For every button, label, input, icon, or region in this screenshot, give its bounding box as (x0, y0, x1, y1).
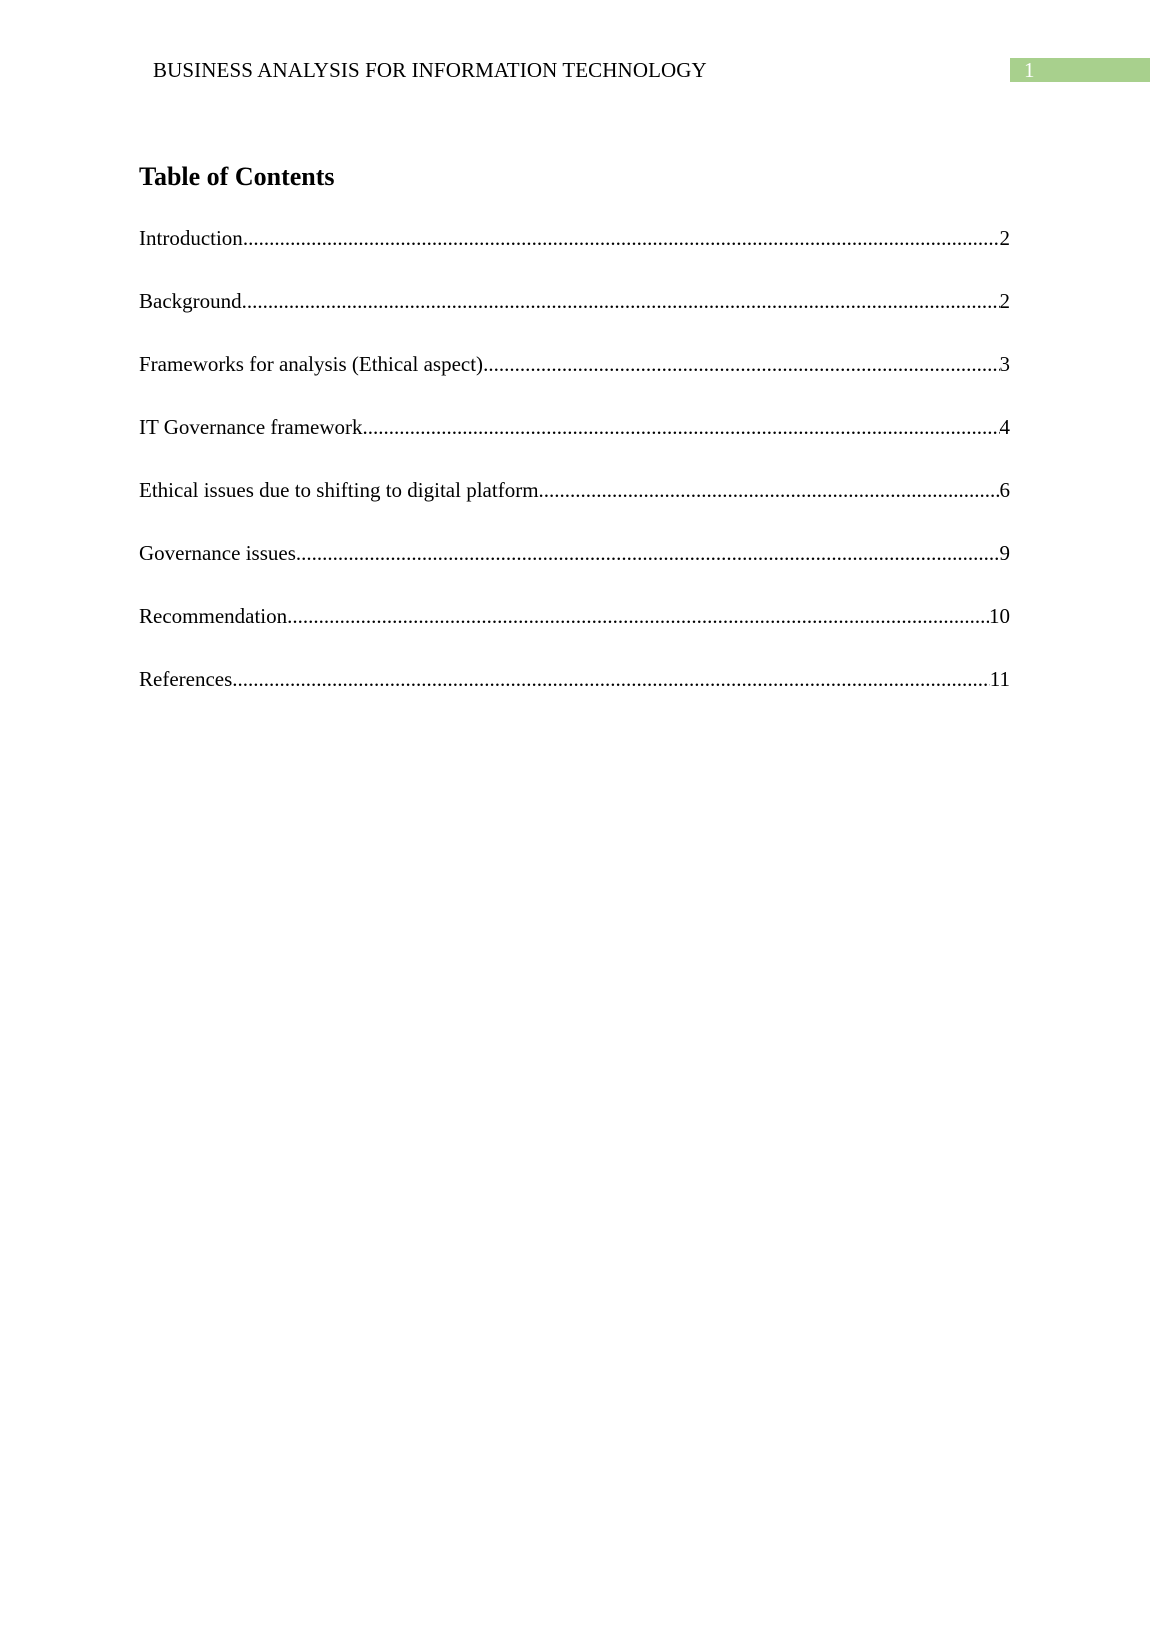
toc-entry-introduction[interactable] (139, 224, 1010, 252)
toc-dot-leader (287, 602, 989, 630)
toc-entry-label: Recommendation (139, 604, 288, 628)
toc-entry-label: Frameworks for analysis (Ethical aspect) (139, 352, 484, 376)
toc-entry-it-governance[interactable] (139, 413, 1010, 441)
page-header (0, 56, 1158, 84)
toc-entry-page: 2 (999, 226, 1010, 250)
toc-entry-references[interactable] (139, 665, 1010, 693)
toc-entry-label: References (139, 667, 233, 691)
toc-entry-label: Governance issues (139, 541, 296, 565)
toc-entry-page: 11 (989, 667, 1010, 691)
toc-entry-recommendation[interactable] (139, 602, 1010, 630)
running-title: BUSINESS ANALYSIS FOR INFORMATION TECHNOLOGY (153, 58, 707, 82)
toc-dot-leader (232, 665, 989, 693)
toc-entry-label: Introduction (139, 226, 243, 250)
toc-dot-leader (243, 224, 1000, 252)
toc-dot-leader (242, 287, 1000, 315)
toc-entry-page: 10 (989, 604, 1010, 628)
toc-dot-leader (483, 350, 999, 378)
toc-dot-leader (539, 476, 1000, 504)
toc-entry-page: 6 (999, 478, 1010, 502)
toc-dot-leader (363, 413, 1000, 441)
toc-entry-label: Ethical issues due to shifting to digital platform (139, 478, 539, 502)
toc-entry-ethical-issues[interactable] (139, 476, 1010, 504)
page-number: 1 (1024, 58, 1035, 82)
toc-heading: Table of Contents (139, 162, 335, 191)
toc-entry-background[interactable] (139, 287, 1010, 315)
toc-entry-label: IT Governance framework (139, 415, 363, 439)
toc-entry-page: 2 (999, 289, 1010, 313)
toc-entry-page: 4 (999, 415, 1010, 439)
toc-entry-label: Background (139, 289, 242, 313)
toc-entry-frameworks[interactable] (139, 350, 1010, 378)
toc-dot-leader (296, 539, 1000, 567)
toc-entry-page: 9 (999, 541, 1010, 565)
page-number-box (1010, 58, 1150, 82)
toc-entry-page: 3 (999, 352, 1010, 376)
toc-entry-governance-issues[interactable] (139, 539, 1010, 567)
toc-list (139, 224, 1010, 728)
